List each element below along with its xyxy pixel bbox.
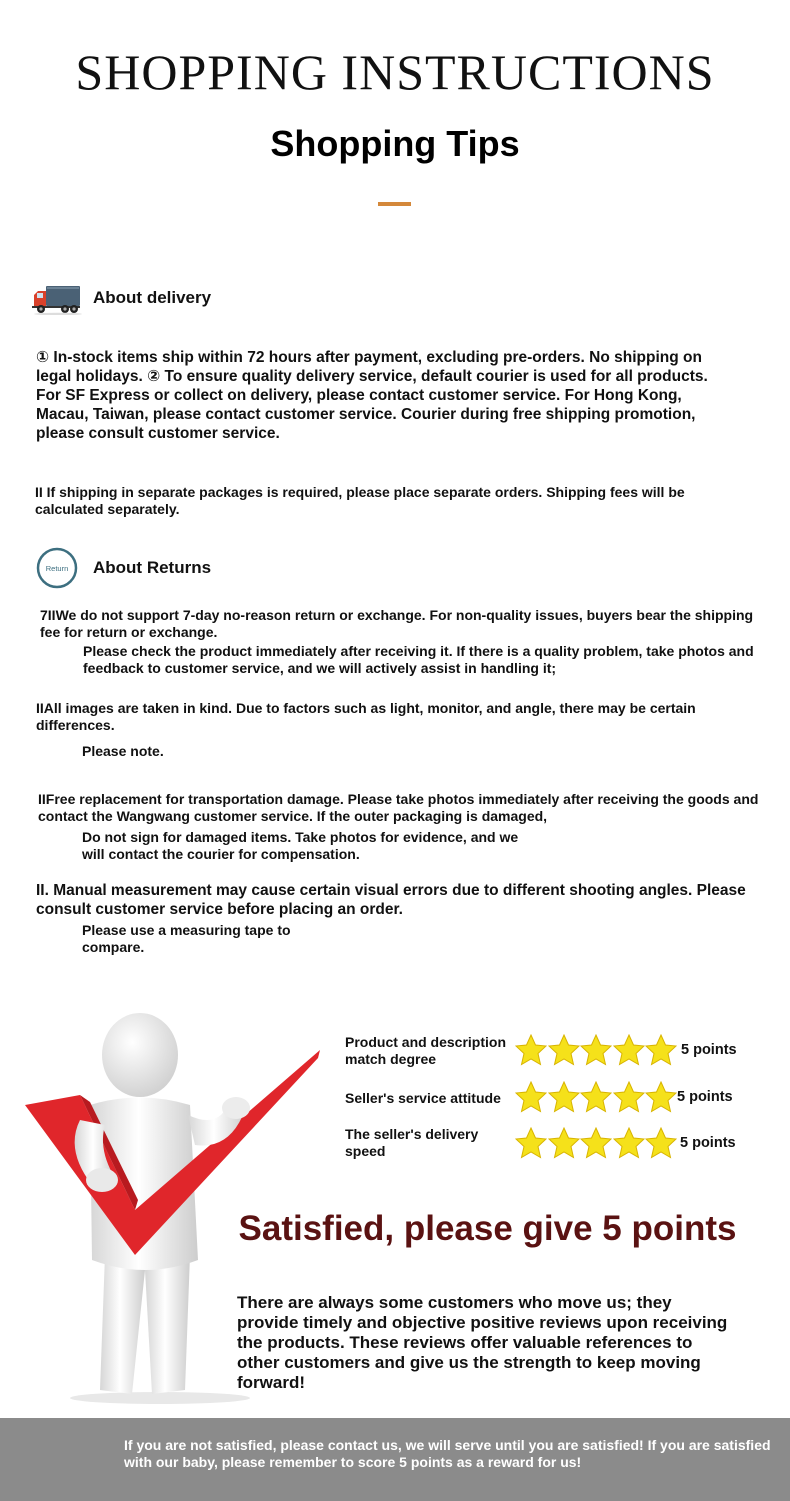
accent-divider: [378, 202, 411, 206]
returns-paragraph-3: IIFree replacement for transportation damage. Please take photos immediately after receiving the goods and contact the Wangwang customer service. If the outer packaging is damaged,: [38, 791, 759, 824]
star-icon: [548, 1127, 580, 1159]
star-icon: [515, 1081, 547, 1113]
page-subtitle: Shopping Tips: [270, 123, 520, 164]
star-icon: [580, 1127, 612, 1159]
satisfied-headline: Satisfied, please give 5 points: [238, 1209, 737, 1248]
returns-paragraph-2: IIAll images are taken in kind. Due to factors such as light, monitor, and angle, there may be certain differences.: [36, 700, 696, 733]
rating-points-delivery-speed: 5 points: [680, 1135, 736, 1151]
returns-paragraph-4: II. Manual measurement may cause certain visual errors due to different shooting angles. Please consult customer service before placing an order.: [36, 882, 746, 918]
truck-icon: [32, 283, 82, 315]
star-icon: [580, 1081, 612, 1113]
delivery-paragraph-2: II If shipping in separate packages is required, please place separate orders. Shipping fees will be calculated separately.: [35, 484, 685, 517]
star-icon: [613, 1081, 645, 1113]
rating-label-delivery-speed: The seller's delivery speed: [345, 1126, 479, 1159]
returns-paragraph-3-note: Do not sign for damaged items. Take photos for evidence, and we will contact the courier for compensation.: [82, 829, 519, 862]
footer-text: If you are not satisfied, please contact us, we will serve until you are satisfied! If you are satisfied with our baby, please remember to score 5 points as a reward for us!: [124, 1437, 771, 1470]
star-rating-delivery-speed: [515, 1127, 678, 1164]
star-icon: [515, 1034, 547, 1066]
returns-paragraph-2-note: Please note.: [82, 743, 164, 759]
return-icon: [36, 547, 78, 589]
star-icon: [548, 1034, 580, 1066]
return-icon-label: Return: [45, 564, 69, 573]
returns-paragraph-1-note: Please check the product immediately after receiving it. If there is a quality problem, take photos and feedback to customer service, and we will actively assist in handling it;: [83, 643, 754, 676]
star-icon: [548, 1081, 580, 1113]
star-rating-description-match: [515, 1034, 678, 1071]
star-icon: [645, 1127, 677, 1159]
star-icon: [613, 1034, 645, 1066]
star-icon: [580, 1034, 612, 1066]
rating-points-service-attitude: 5 points: [677, 1089, 733, 1105]
promo-body: There are always some customers who move us; they provide timely and objective positive reviews upon receiving the products. These reviews offer valuable references to other customers and give us the strength to keep moving forward!: [237, 1293, 728, 1392]
delivery-paragraph-1: ① In-stock items ship within 72 hours after payment, excluding pre-orders. No shipping on legal holidays. ② To ensure quality delivery service, default courier is used for all products. For SF Express or collect on delivery, please contact customer service. For Hong Kong, Macau, Taiwan, please contact customer service. Courier during free shipping promotion, please consult customer service.: [36, 349, 708, 442]
star-icon: [645, 1081, 677, 1113]
rating-points-description-match: 5 points: [681, 1042, 737, 1058]
rating-label-description-match: Product and description match degree: [345, 1034, 507, 1067]
star-icon: [645, 1034, 677, 1066]
star-icon: [613, 1127, 645, 1159]
returns-heading: About Returns: [93, 558, 212, 577]
star-rating-service-attitude: [515, 1081, 678, 1118]
rating-label-service-attitude: Seller's service attitude: [345, 1090, 501, 1106]
page-title: SHOPPING INSTRUCTIONS: [75, 44, 715, 100]
star-icon: [515, 1127, 547, 1159]
returns-paragraph-4-note: Please use a measuring tape to compare.: [82, 922, 291, 955]
delivery-heading: About delivery: [93, 288, 212, 307]
returns-paragraph-1: 7IIWe do not support 7-day no-reason return or exchange. For non-quality issues, buyers bear the shipping fee for return or exchange.: [40, 607, 754, 640]
